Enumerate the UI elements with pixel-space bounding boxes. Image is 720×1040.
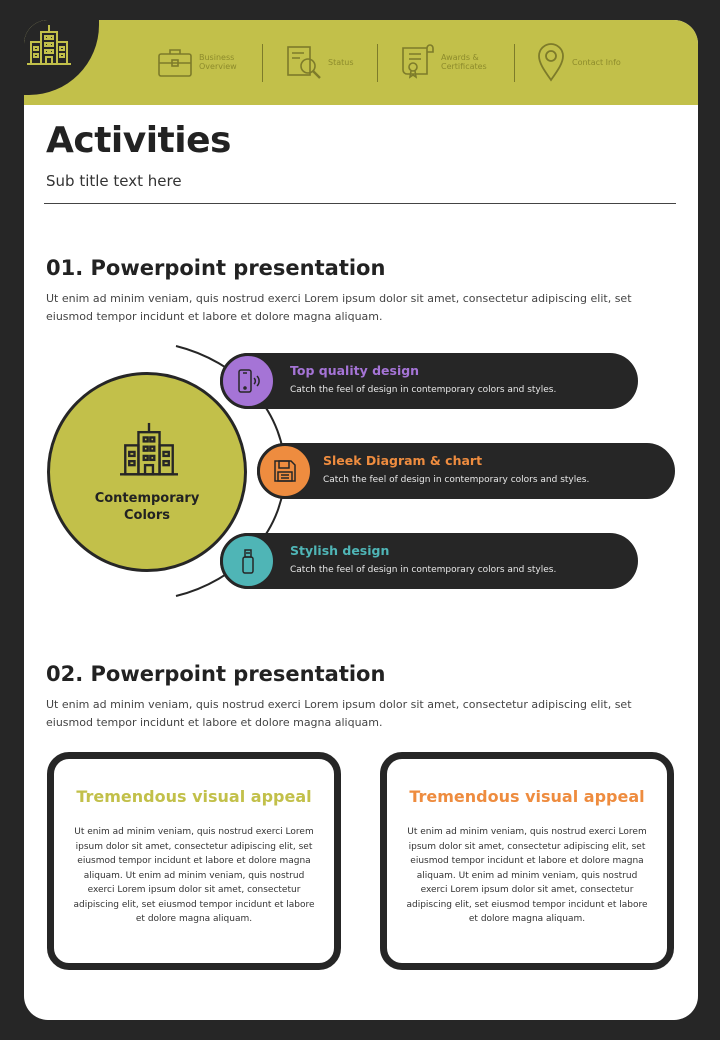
info-card-left (47, 752, 341, 970)
feature-icon-circle (257, 443, 313, 499)
feature-icon-circle (220, 353, 276, 409)
page-subtitle: Sub title text here (46, 172, 182, 190)
nav-label: Status (328, 57, 354, 67)
mobile-phone-icon (234, 367, 262, 395)
nav-label: Contact Info (572, 57, 621, 67)
nav-business-overview[interactable] (157, 42, 237, 82)
floppy-disk-icon (271, 457, 299, 485)
nav-contact-info[interactable] (536, 42, 621, 82)
card-title: Tremendous visual appeal (409, 787, 645, 806)
section-2-heading: 02. Powerpoint presentation (46, 662, 386, 686)
nav-divider (514, 44, 515, 82)
section-1-heading: 01. Powerpoint presentation (46, 256, 386, 280)
feature-title: Top quality design (290, 363, 420, 378)
usb-drive-icon (234, 547, 262, 575)
nav-status[interactable] (286, 42, 354, 82)
center-label: Contemporary Colors (94, 491, 200, 523)
section-1-body: Ut enim ad minim veniam, quis nostrud exerci Lorem ipsum dolor sit amet, consectetur adipiscing elit, set eiusmod tempor incidunt et labore et dolore magna aliquam. (46, 292, 632, 323)
nav-label: Awards & Certificates (441, 53, 487, 71)
feature-description: Catch the feel of design in contemporary colors and styles. (290, 385, 557, 395)
center-circle (47, 372, 247, 572)
nav-awards-certificates[interactable] (399, 42, 487, 82)
feature-description: Catch the feel of design in contemporary colors and styles. (323, 475, 590, 485)
feature-title: Sleek Diagram & chart (323, 453, 483, 468)
feature-pill-stylish-design (220, 533, 638, 589)
document-page (24, 20, 698, 1020)
certificate-scroll-icon (399, 44, 435, 80)
feature-title: Stylish design (290, 543, 390, 558)
nav-label: Business Overview (199, 53, 237, 71)
feature-pill-sleek-diagram (257, 443, 675, 499)
section-2-body: Ut enim ad minim veniam, quis nostrud exerci Lorem ipsum dolor sit amet, consectetur adipiscing elit, set eiusmod tempor incidunt et labore et dolore magna aliquam. (46, 698, 632, 729)
briefcase-icon (157, 45, 193, 79)
nav-divider (377, 44, 378, 82)
page-title: Activities (46, 120, 231, 161)
top-navigation-bar (24, 20, 698, 105)
feature-icon-circle (220, 533, 276, 589)
card-title: Tremendous visual appeal (76, 787, 312, 806)
title-divider (44, 203, 676, 204)
document-search-icon (286, 44, 322, 80)
location-pin-icon (536, 42, 566, 82)
building-icon (25, 22, 73, 66)
card-body: Ut enim ad minim veniam, quis nostrud exerci Lorem ipsum dolor sit amet, consectetur adipiscing elit, set eiusmod tempor incidunt et labore et dolore magna aliquam. Ut enim ad minim veniam, quis nostrud exerci Lorem ipsum dolor sit amet, consectetur adipiscing elit, set eiusmod tempor incidunt et labore et dolore magna aliquam. (73, 827, 315, 924)
card-body: Ut enim ad minim veniam, quis nostrud exerci Lorem ipsum dolor sit amet, consectetur adipiscing elit, set eiusmod tempor incidunt et labore et dolore magna aliquam. Ut enim ad minim veniam, quis nostrud exerci Lorem ipsum dolor sit amet, consectetur adipiscing elit, set eiusmod tempor incidunt et labore et dolore magna aliquam. (406, 827, 648, 924)
feature-description: Catch the feel of design in contemporary colors and styles. (290, 565, 557, 575)
nav-divider (262, 44, 263, 82)
feature-pill-top-quality (220, 353, 638, 409)
building-icon (117, 419, 181, 477)
info-card-right (380, 752, 674, 970)
